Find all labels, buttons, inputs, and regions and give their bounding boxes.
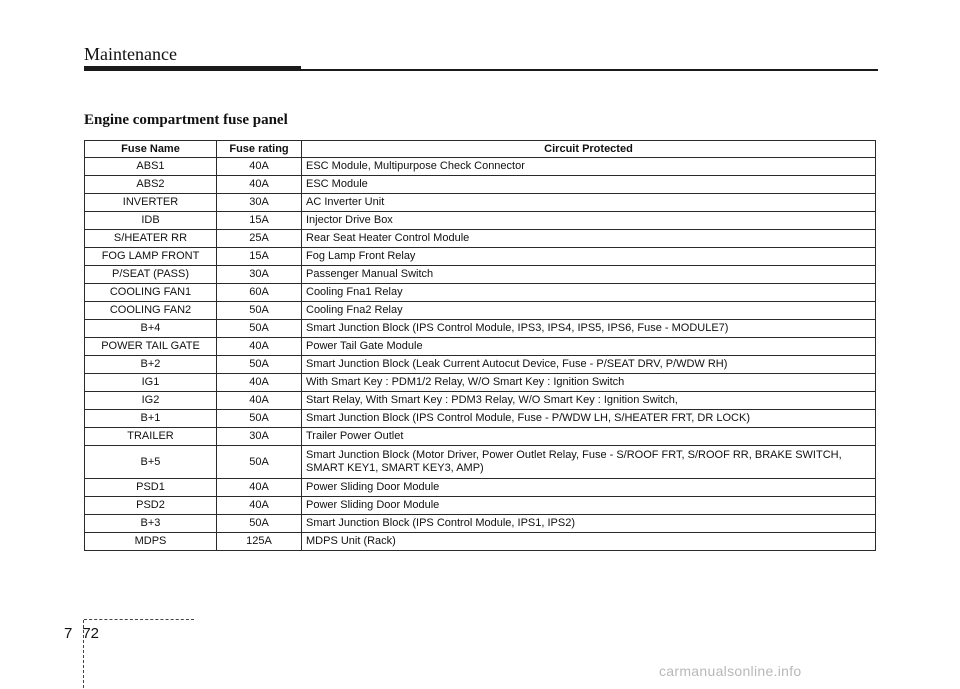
cell-fuse-name: POWER TAIL GATE <box>85 338 217 356</box>
table-row <box>85 428 876 446</box>
section-title: Engine compartment fuse panel <box>84 112 288 128</box>
cell-circuit-protected: Power Tail Gate Module <box>302 338 876 356</box>
cell-circuit-protected: Passenger Manual Switch <box>302 266 876 284</box>
column-header-fuse-rating: Fuse rating <box>217 141 302 158</box>
cell-fuse-name: S/HEATER RR <box>85 230 217 248</box>
column-header-fuse-name: Fuse Name <box>85 141 217 158</box>
cell-circuit-protected: Rear Seat Heater Control Module <box>302 230 876 248</box>
cell-circuit-protected: Injector Drive Box <box>302 212 876 230</box>
cell-fuse-rating: 125A <box>217 533 302 551</box>
cell-fuse-rating: 50A <box>217 356 302 374</box>
cell-circuit-protected: Power Sliding Door Module <box>302 497 876 515</box>
cell-fuse-rating: 15A <box>217 248 302 266</box>
cell-fuse-rating: 30A <box>217 194 302 212</box>
table-row <box>85 356 876 374</box>
cell-fuse-rating: 25A <box>217 230 302 248</box>
cell-fuse-rating: 50A <box>217 515 302 533</box>
table-row <box>85 284 876 302</box>
cell-fuse-rating: 50A <box>217 446 302 479</box>
table-row <box>85 446 876 479</box>
cell-fuse-name: IDB <box>85 212 217 230</box>
cell-circuit-protected: Smart Junction Block (Motor Driver, Power Outlet Relay, Fuse - S/ROOF FRT, S/ROOF RR, BRAKE SWITCH, SMART KEY1, SMART KEY3, AMP) <box>302 446 876 479</box>
cell-fuse-name: B+1 <box>85 410 217 428</box>
table-row <box>85 302 876 320</box>
cell-fuse-name: COOLING FAN1 <box>85 284 217 302</box>
cell-fuse-name: ABS2 <box>85 176 217 194</box>
chapter-number: 7 <box>64 625 73 642</box>
cell-circuit-protected: AC Inverter Unit <box>302 194 876 212</box>
table-row <box>85 515 876 533</box>
cell-fuse-rating: 40A <box>217 392 302 410</box>
page-number <box>64 625 99 642</box>
cell-circuit-protected: Trailer Power Outlet <box>302 428 876 446</box>
cell-fuse-rating: 40A <box>217 497 302 515</box>
table-row <box>85 338 876 356</box>
cell-circuit-protected: Start Relay, With Smart Key : PDM3 Relay, W/O Smart Key : Ignition Switch, <box>302 392 876 410</box>
cell-circuit-protected: With Smart Key : PDM1/2 Relay, W/O Smart Key : Ignition Switch <box>302 374 876 392</box>
table-row <box>85 266 876 284</box>
table-row <box>85 533 876 551</box>
cell-fuse-rating: 40A <box>217 176 302 194</box>
cell-circuit-protected: Smart Junction Block (IPS Control Module, IPS3, IPS4, IPS5, IPS6, Fuse - MODULE7) <box>302 320 876 338</box>
cell-fuse-name: B+5 <box>85 446 217 479</box>
cell-fuse-name: FOG LAMP FRONT <box>85 248 217 266</box>
cell-fuse-name: TRAILER <box>85 428 217 446</box>
column-header-circuit-protected: Circuit Protected <box>302 141 876 158</box>
table-row <box>85 248 876 266</box>
table-row <box>85 212 876 230</box>
cell-fuse-rating: 30A <box>217 428 302 446</box>
table-row <box>85 479 876 497</box>
cell-fuse-rating: 40A <box>217 374 302 392</box>
table-header-row <box>85 141 876 158</box>
cell-circuit-protected: ESC Module, Multipurpose Check Connector <box>302 158 876 176</box>
page-number-value: 72 <box>82 625 100 642</box>
cell-fuse-name: ABS1 <box>85 158 217 176</box>
page-header-title: Maintenance <box>84 44 177 64</box>
table-row <box>85 374 876 392</box>
cell-fuse-rating: 40A <box>217 338 302 356</box>
cell-circuit-protected: Smart Junction Block (IPS Control Module, IPS1, IPS2) <box>302 515 876 533</box>
table-row <box>85 158 876 176</box>
cell-fuse-name: B+3 <box>85 515 217 533</box>
cell-circuit-protected: Cooling Fna2 Relay <box>302 302 876 320</box>
fuse-table <box>84 140 876 551</box>
cell-circuit-protected: Smart Junction Block (IPS Control Module, Fuse - P/WDW LH, S/HEATER FRT, DR LOCK) <box>302 410 876 428</box>
cell-circuit-protected: ESC Module <box>302 176 876 194</box>
table-row <box>85 230 876 248</box>
watermark: carmanualsonline.info <box>659 663 802 679</box>
cell-fuse-name: B+2 <box>85 356 217 374</box>
cell-fuse-name: IG2 <box>85 392 217 410</box>
cell-fuse-name: IG1 <box>85 374 217 392</box>
cell-fuse-name: MDPS <box>85 533 217 551</box>
table-row <box>85 194 876 212</box>
cell-fuse-rating: 30A <box>217 266 302 284</box>
header-rule-thin <box>301 69 878 71</box>
cell-fuse-rating: 50A <box>217 302 302 320</box>
cell-fuse-rating: 50A <box>217 410 302 428</box>
cell-fuse-name: P/SEAT (PASS) <box>85 266 217 284</box>
table-row <box>85 392 876 410</box>
cell-circuit-protected: MDPS Unit (Rack) <box>302 533 876 551</box>
cell-fuse-name: PSD1 <box>85 479 217 497</box>
table-row <box>85 497 876 515</box>
table-row <box>85 320 876 338</box>
table-row <box>85 176 876 194</box>
cell-fuse-rating: 50A <box>217 320 302 338</box>
cell-fuse-name: PSD2 <box>85 497 217 515</box>
cell-fuse-rating: 40A <box>217 158 302 176</box>
cell-circuit-protected: Smart Junction Block (Leak Current Autocut Device, Fuse - P/SEAT DRV, P/WDW RH) <box>302 356 876 374</box>
cell-circuit-protected: Power Sliding Door Module <box>302 479 876 497</box>
cell-fuse-name: COOLING FAN2 <box>85 302 217 320</box>
cell-circuit-protected: Fog Lamp Front Relay <box>302 248 876 266</box>
cell-fuse-name: B+4 <box>85 320 217 338</box>
cell-circuit-protected: Cooling Fna1 Relay <box>302 284 876 302</box>
cell-fuse-name: INVERTER <box>85 194 217 212</box>
cell-fuse-rating: 60A <box>217 284 302 302</box>
cell-fuse-rating: 40A <box>217 479 302 497</box>
cell-fuse-rating: 15A <box>217 212 302 230</box>
table-body <box>85 158 876 551</box>
header-rule-thick <box>84 66 301 71</box>
footer-rule <box>84 619 194 620</box>
table-row <box>85 410 876 428</box>
